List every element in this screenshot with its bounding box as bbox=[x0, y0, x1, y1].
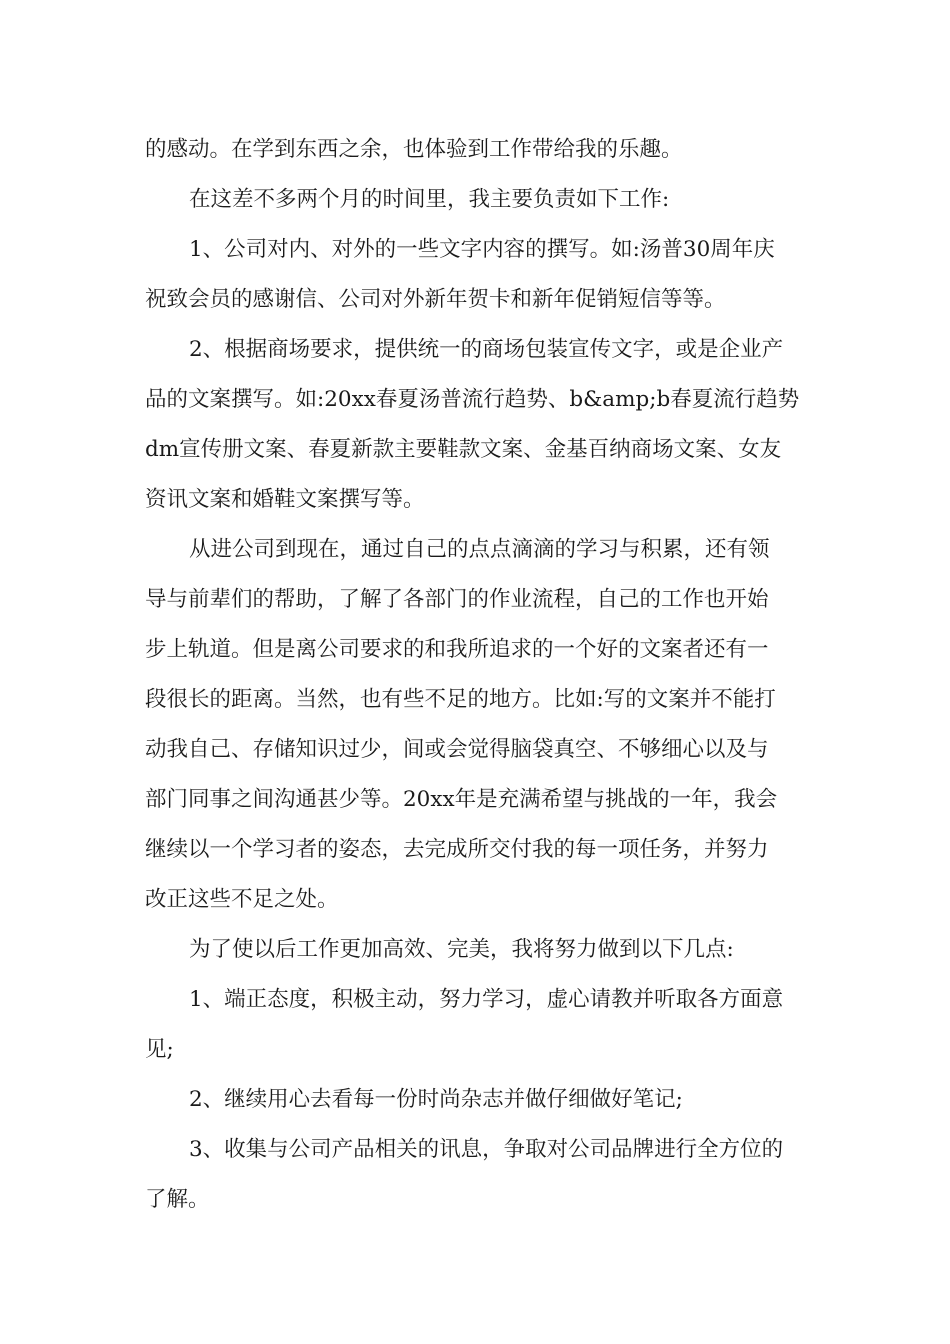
text-line: 动我自己、存储知识过少，间或会觉得脑袋真空、不够细心以及与 bbox=[145, 737, 769, 762]
text-line: 导与前辈们的帮助，了解了各部门的作业流程，自己的工作也开始 bbox=[145, 587, 769, 612]
text-line: 改正这些不足之处。 bbox=[145, 887, 339, 912]
text-line: 品的文案撰写。如:20xx春夏汤普流行趋势、b&amp;b春夏流行趋势 bbox=[145, 387, 800, 412]
text-line: 继续以一个学习者的姿态，去完成所交付我的每一项任务，并努力 bbox=[145, 837, 769, 862]
text-line: 部门同事之间沟通甚少等。20xx年是充满希望与挑战的一年，我会 bbox=[145, 787, 778, 812]
text-line: 资讯文案和婚鞋文案撰写等。 bbox=[145, 487, 425, 512]
text-line: 2、继续用心去看每一份时尚杂志并做仔细做好笔记; bbox=[189, 1087, 683, 1112]
text-line: 步上轨道。但是离公司要求的和我所追求的一个好的文案者还有一 bbox=[145, 637, 769, 662]
text-line: 2、根据商场要求，提供统一的商场包装宣传文字，或是企业产 bbox=[189, 337, 784, 362]
text-line: 祝致会员的感谢信、公司对外新年贺卡和新年促销短信等等。 bbox=[145, 287, 726, 312]
text-line: dm宣传册文案、春夏新款主要鞋款文案、金基百纳商场文案、女友 bbox=[145, 437, 782, 462]
text-line: 了解。 bbox=[145, 1187, 210, 1212]
text-line: 为了使以后工作更加高效、完美，我将努力做到以下几点: bbox=[189, 937, 734, 962]
text-line: 1、公司对内、对外的一些文字内容的撰写。如:汤普30周年庆 bbox=[189, 237, 775, 262]
text-line: 见; bbox=[145, 1037, 174, 1062]
text-line: 从进公司到现在，通过自己的点点滴滴的学习与积累，还有领 bbox=[189, 537, 770, 562]
text-line: 段很长的距离。当然，也有些不足的地方。比如:写的文案并不能打 bbox=[145, 687, 776, 712]
text-line: 3、收集与公司产品相关的讯息，争取对公司品牌进行全方位的 bbox=[189, 1137, 784, 1162]
text-line: 1、端正态度，积极主动，努力学习，虚心请教并听取各方面意 bbox=[189, 987, 784, 1012]
text-line: 在这差不多两个月的时间里，我主要负责如下工作: bbox=[189, 187, 670, 212]
text-line: 的感动。在学到东西之余，也体验到工作带给我的乐趣。 bbox=[145, 137, 683, 162]
